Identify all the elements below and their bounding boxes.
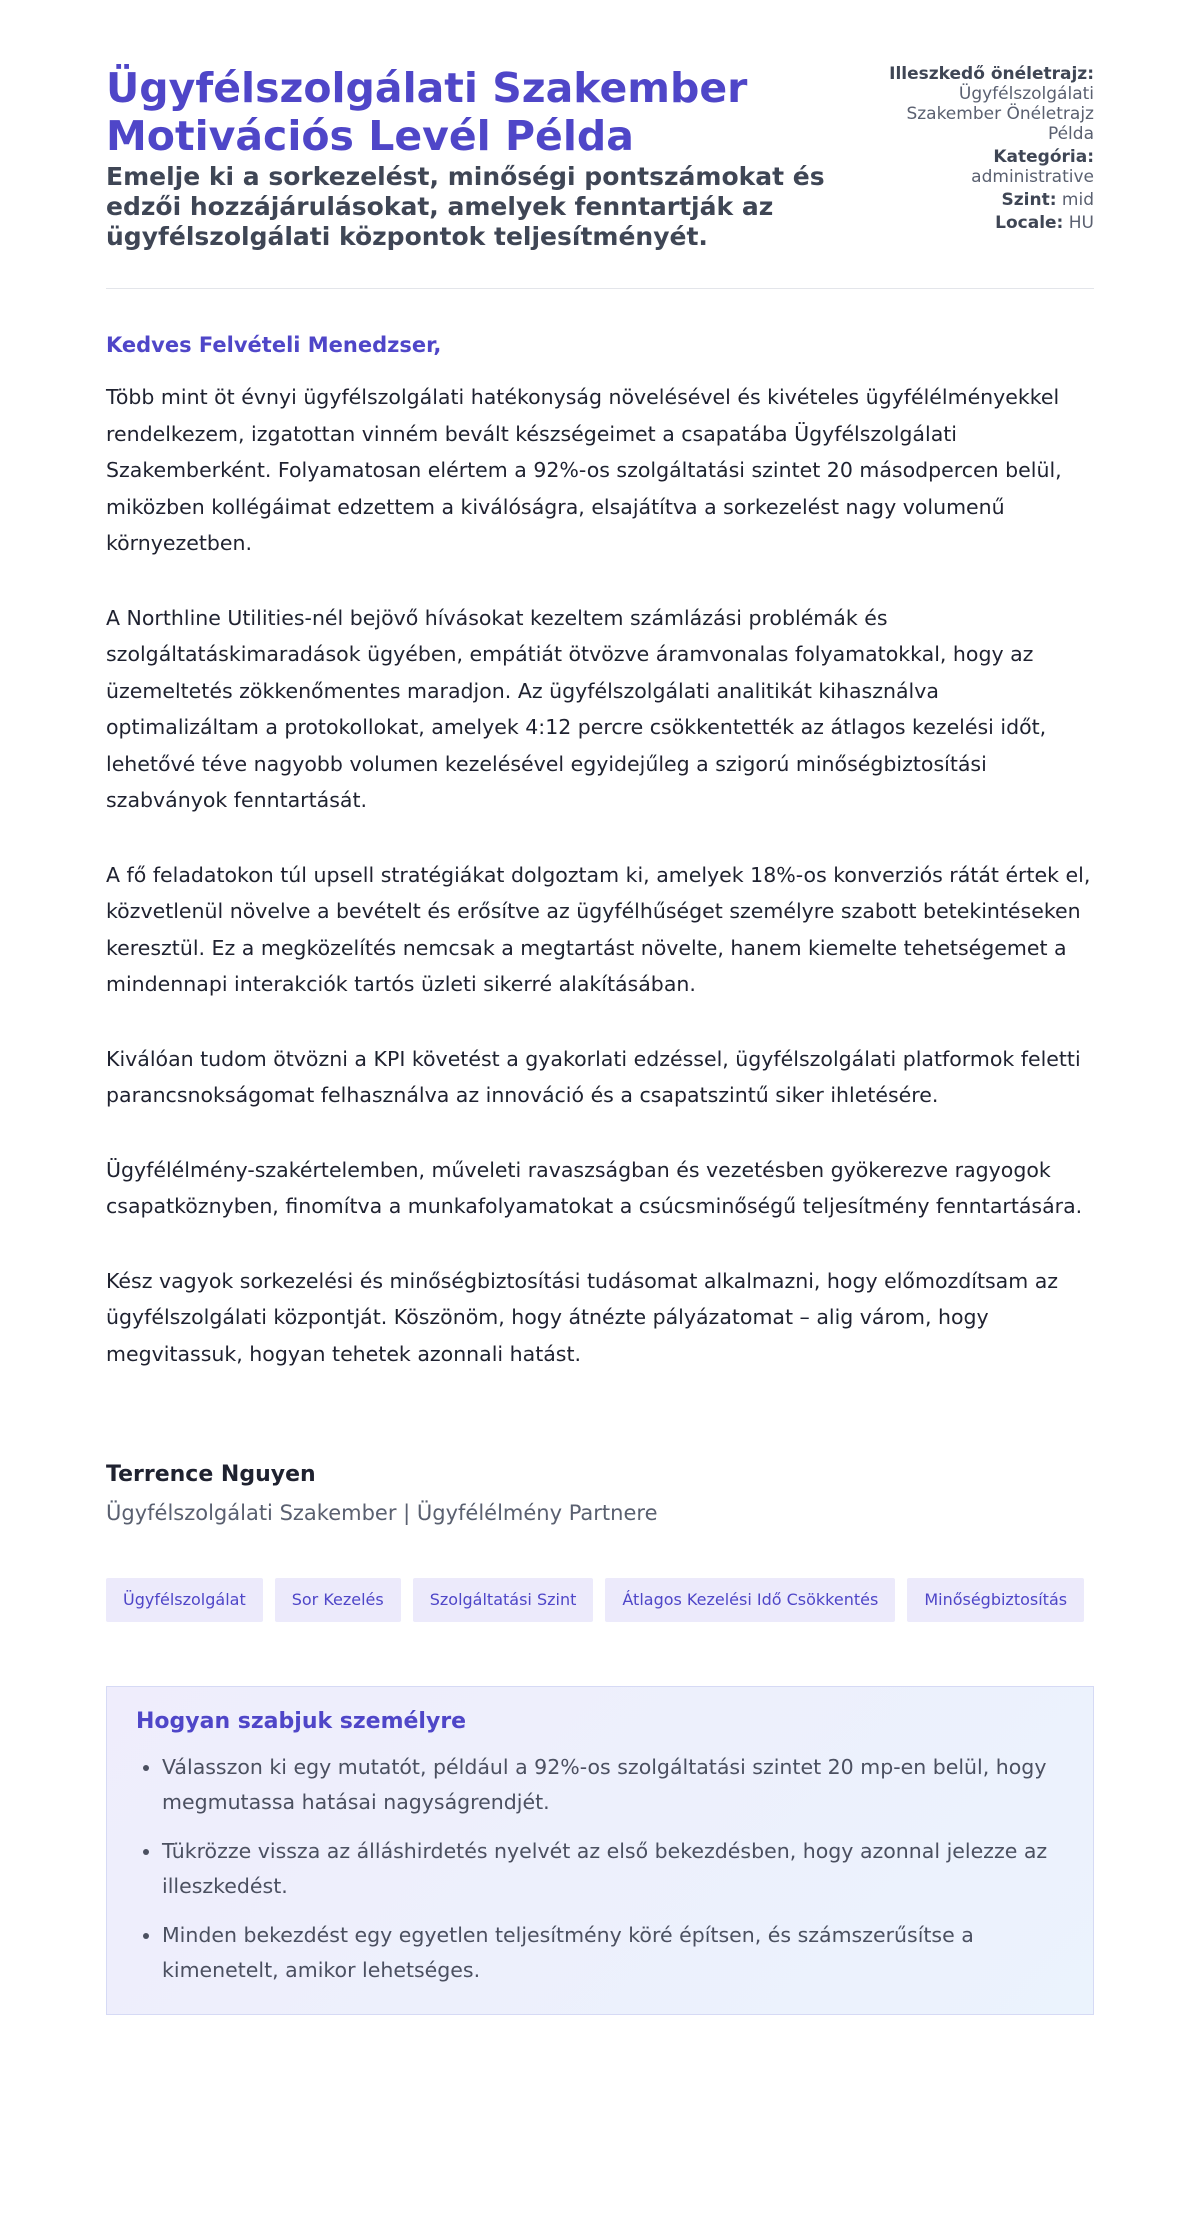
- skill-tag: Szolgáltatási Szint: [413, 1578, 594, 1622]
- meta-resume-label: Illeszkedő önéletrajz:: [889, 64, 1094, 84]
- salutation: Kedves Felvételi Menedzser,: [106, 333, 442, 357]
- meta-locale: [874, 213, 1094, 233]
- page-title: Ügyfélszolgálati Szakember Motivációs Levél Példa: [106, 64, 748, 160]
- tips-item: • Minden bekezdést egy egyetlen teljesítmény köré építsen, és számszerűsítse a kimenetelt, amikor lehetséges.: [162, 1918, 1064, 1988]
- skill-tag: Minőségbiztosítás: [907, 1578, 1084, 1622]
- signature-name: Terrence Nguyen: [106, 1462, 316, 1487]
- meta-level: [874, 190, 1094, 210]
- signature-title: Ügyfélszolgálati Szakember | Ügyfélélmény Partnere: [106, 1501, 658, 1525]
- letter-paragraph: Ügyfélélmény-szakértelemben, műveleti ravaszságban és vezetésben gyökerezve ragyogok csapatköznyben, finomítva a munkafolyamatokat a csúcsminőségű teljesítmény fenntartására.: [106, 1157, 1083, 1218]
- header-titles: [106, 64, 846, 252]
- letter-paragraph: A fő feladatokon túl upsell stratégiákat dolgoztam ki, amelyek 18%-os konverziós rátát értek el, közvetlenül növelve a bevételt és erősítve az ügyfélhűséget személyre szabott betekintéseken keresztül. Ez a megközelítés nemcsak a megtartást növelte, hanem kiemelte tehetségemet a mindennapi interakciók tartós üzleti sikerré alakításában.: [106, 862, 1091, 996]
- skill-tags: [106, 1578, 1094, 1622]
- meta-level-label: Szint:: [1001, 190, 1057, 210]
- meta-locale-value: HU: [1068, 213, 1094, 233]
- page-subtitle: Emelje ki a sorkezelést, minőségi pontszámokat és edzői hozzájárulásokat, amelyek fenntartják az ügyfélszolgálati központok teljesítményét.: [106, 162, 825, 251]
- meta-resume: [874, 64, 1094, 144]
- page-header: [106, 64, 1094, 289]
- skill-tag: Átlagos Kezelési Idő Csökkentés: [605, 1578, 895, 1622]
- meta-category-value: administrative: [971, 167, 1094, 187]
- signature-block: [106, 1462, 1094, 1525]
- meta-resume-value: Ügyfélszolgálati Szakember Önéletrajz Példa: [906, 84, 1094, 144]
- letter-paragraph: Kiválóan tudom ötvözni a KPI követést a gyakorlati edzéssel, ügyfélszolgálati platformok feletti parancsnokságomat felhasználva az innováció és a csapatszintű siker ihletésére.: [106, 1046, 1081, 1107]
- tips-box: [106, 1686, 1094, 2015]
- skill-tag: Ügyfélszolgálat: [106, 1578, 263, 1622]
- meta-category: [874, 147, 1094, 187]
- tips-title: Hogyan szabjuk személyre: [136, 1709, 467, 1734]
- meta-category-label: Kategória:: [993, 147, 1094, 167]
- meta-level-value: mid: [1061, 190, 1094, 210]
- letter-paragraph: Kész vagyok sorkezelési és minőségbiztosítási tudásomat alkalmazni, hogy előmozdítsam az ügyfélszolgálati központját. Köszönöm, hogy átnézte pályázatomat – alig várom, hogy megvitassuk, hogyan tehetek azonnali hatást.: [106, 1268, 1059, 1366]
- letter-paragraph: Több mint öt évnyi ügyfélszolgálati hatékonyság növelésével és kivételes ügyfélélményekkel rendelkezem, izgatottan vinném bevált készségeimet a csapatába Ügyfélszolgálati Szakemberként. Folyamatosan elértem a 92%-os szolgáltatási szintet 20 másodpercen belül, miközben kollégáimat edzettem a kiválóságra, elsajátítva a sorkezelést nagy volumenű környezetben.: [106, 385, 1062, 555]
- skill-tag: Sor Kezelés: [275, 1578, 401, 1622]
- tips-list: [136, 1750, 1064, 1988]
- cover-letter-page: [106, 0, 1094, 2015]
- meta-locale-label: Locale:: [995, 213, 1064, 233]
- tips-item: • Válasszon ki egy mutatót, például a 92%-os szolgáltatási szintet 20 mp-en belül, hogy megmutassa hatásai nagyságrendjét.: [162, 1750, 1064, 1820]
- meta-panel: [874, 64, 1094, 236]
- letter-paragraph: A Northline Utilities-nél bejövő hívásokat kezeltem számlázási problémák és szolgáltatáskimaradások ügyében, empátiát ötvözve áramvonalas folyamatokkal, hogy az üzemeltetés zökkenőmentes maradjon. Az ügyfélszolgálati analitikát kihasználva optimalizáltam a protokollokat, amelyek 4:12 percre csökkentették az átlagos kezelési időt, lehetővé téve nagyobb volumen kezelésével egyidejűleg a szigorú minőségbiztosítási szabványok fenntartását.: [106, 605, 1047, 812]
- tips-item: • Tükrözze vissza az álláshirdetés nyelvét az első bekezdésben, hogy azonnal jelezze az illeszkedést.: [162, 1834, 1064, 1904]
- letter-body: [106, 289, 1094, 2015]
